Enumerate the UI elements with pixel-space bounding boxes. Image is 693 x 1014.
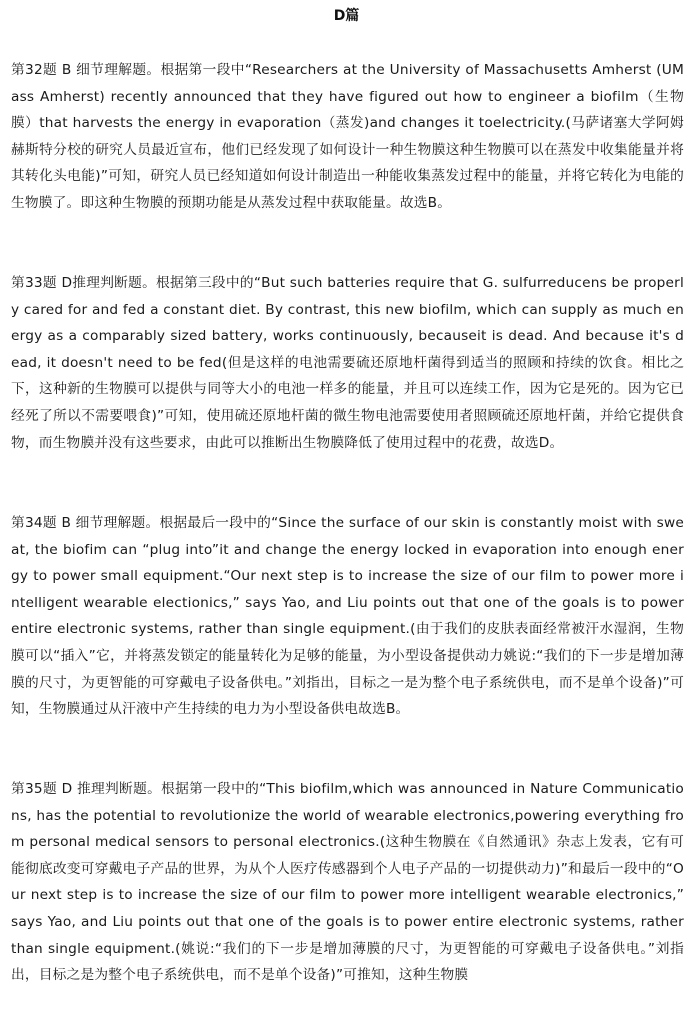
answer-explanation-q34: 第34题 B 细节理解题。根据最后一段中的“Since the surface of our skin is constantly moist with sweat, the biofim can “plug into”it and change the energy locked in evaporation into enough energy to power small equipment.“Our next step is to increase the size of our film to power more intelligent wearable electionics,” says Yao, and Liu points out that one of the goals is to power entire electronic systems, rather than single equipment.(由于我们的皮肤表面经常被汗水湿润，生物膜可以“插入”它，并将蒸发锁定的能量转化为足够的能量，为小型设备提供动力姚说:“我们的下一步是增加薄膜的尺寸，为更智能的可穿戴电子设备供电。”刘指出，目标之一是为整个电子系统供电，而不是单个设备)”可知，生物膜通过从汗液中产生持续的电力为小型设备供电故选B。 bbox=[11, 515, 684, 718]
answer-explanation-q33: 第33题 D推理判断题。根据第三段中的“But such batteries require that G. sulfurreducens be properly cared for and fed a constant diet. By contrast, this new biofilm, which can supply as much energy as a comparably sized battery, works continuously, becauseit is dead. And because it's dead, it doesn't need to be fed(但是这样的电池需要硫还原地杆菌得到适当的照顾和持续的饮食。相比之下，这种新的生物膜可以提供与同等大小的电池一样多的能量，并且可以连续工作，因为它是死的。因为它已经死了所以不需要喂食)”可知，使用硫还原地杆菌的微生物电池需要使用者照顾硫还原地杆菌，并给它提供食物，而生物膜并没有这些要求，由此可以推断出生物膜降低了使用过程中的花费，故选D。 bbox=[11, 275, 684, 451]
answer-explanation-q35: 第35题 D 推理判断题。根据第一段中的“This biofilm,which was announced in Nature Communications, has the potential to revolutionize the world of wearable electronics,powering everything from personal medical sensors to personal electronics.(这种生物膜在《自然通讯》杂志上发表，它有可能彻底改变可穿戴电子产品的世界，为从个人医疗传感器到个人电子产品的一切提供动力)”和最后一段中的“Our next step is to increase the size of our film to power more intelligent wearable electronics,” says Yao, and Liu points out that one of the goals is to power entire electronic systems, rather than single equipment.(姚说:“我们的下一步是增加薄膜的尺寸，为更智能的可穿戴电子设备供电。”刘指出，目标之是为整个电子系统供电，而不是单个设备)”可推知，这种生物膜 bbox=[11, 781, 684, 984]
section-title: D篇 bbox=[333, 8, 360, 24]
answer-explanation-q32: 第32题 B 细节理解题。根据第一段中“Researchers at the University of Massachusetts Amherst (UMass Amherst) recently announced that they have figured out how to engineer a biofilm（生物膜）that harvests the energy in evaporation（蒸发)and changes it toelectricity.(马萨诸塞大学阿姆赫斯特分校的研究人员最近宣布，他们已经发现了如何设计一种生物膜这种生物膜可以在蒸发中收集能量并将其转化头电能)”可知，研究人员已经知道如何设计制造出一种能收集蒸发过程中的能量，并将它转化为电能的生物膜了。即这种生物膜的预期功能是从蒸发过程中获取能量。故选B。 bbox=[11, 62, 684, 211]
